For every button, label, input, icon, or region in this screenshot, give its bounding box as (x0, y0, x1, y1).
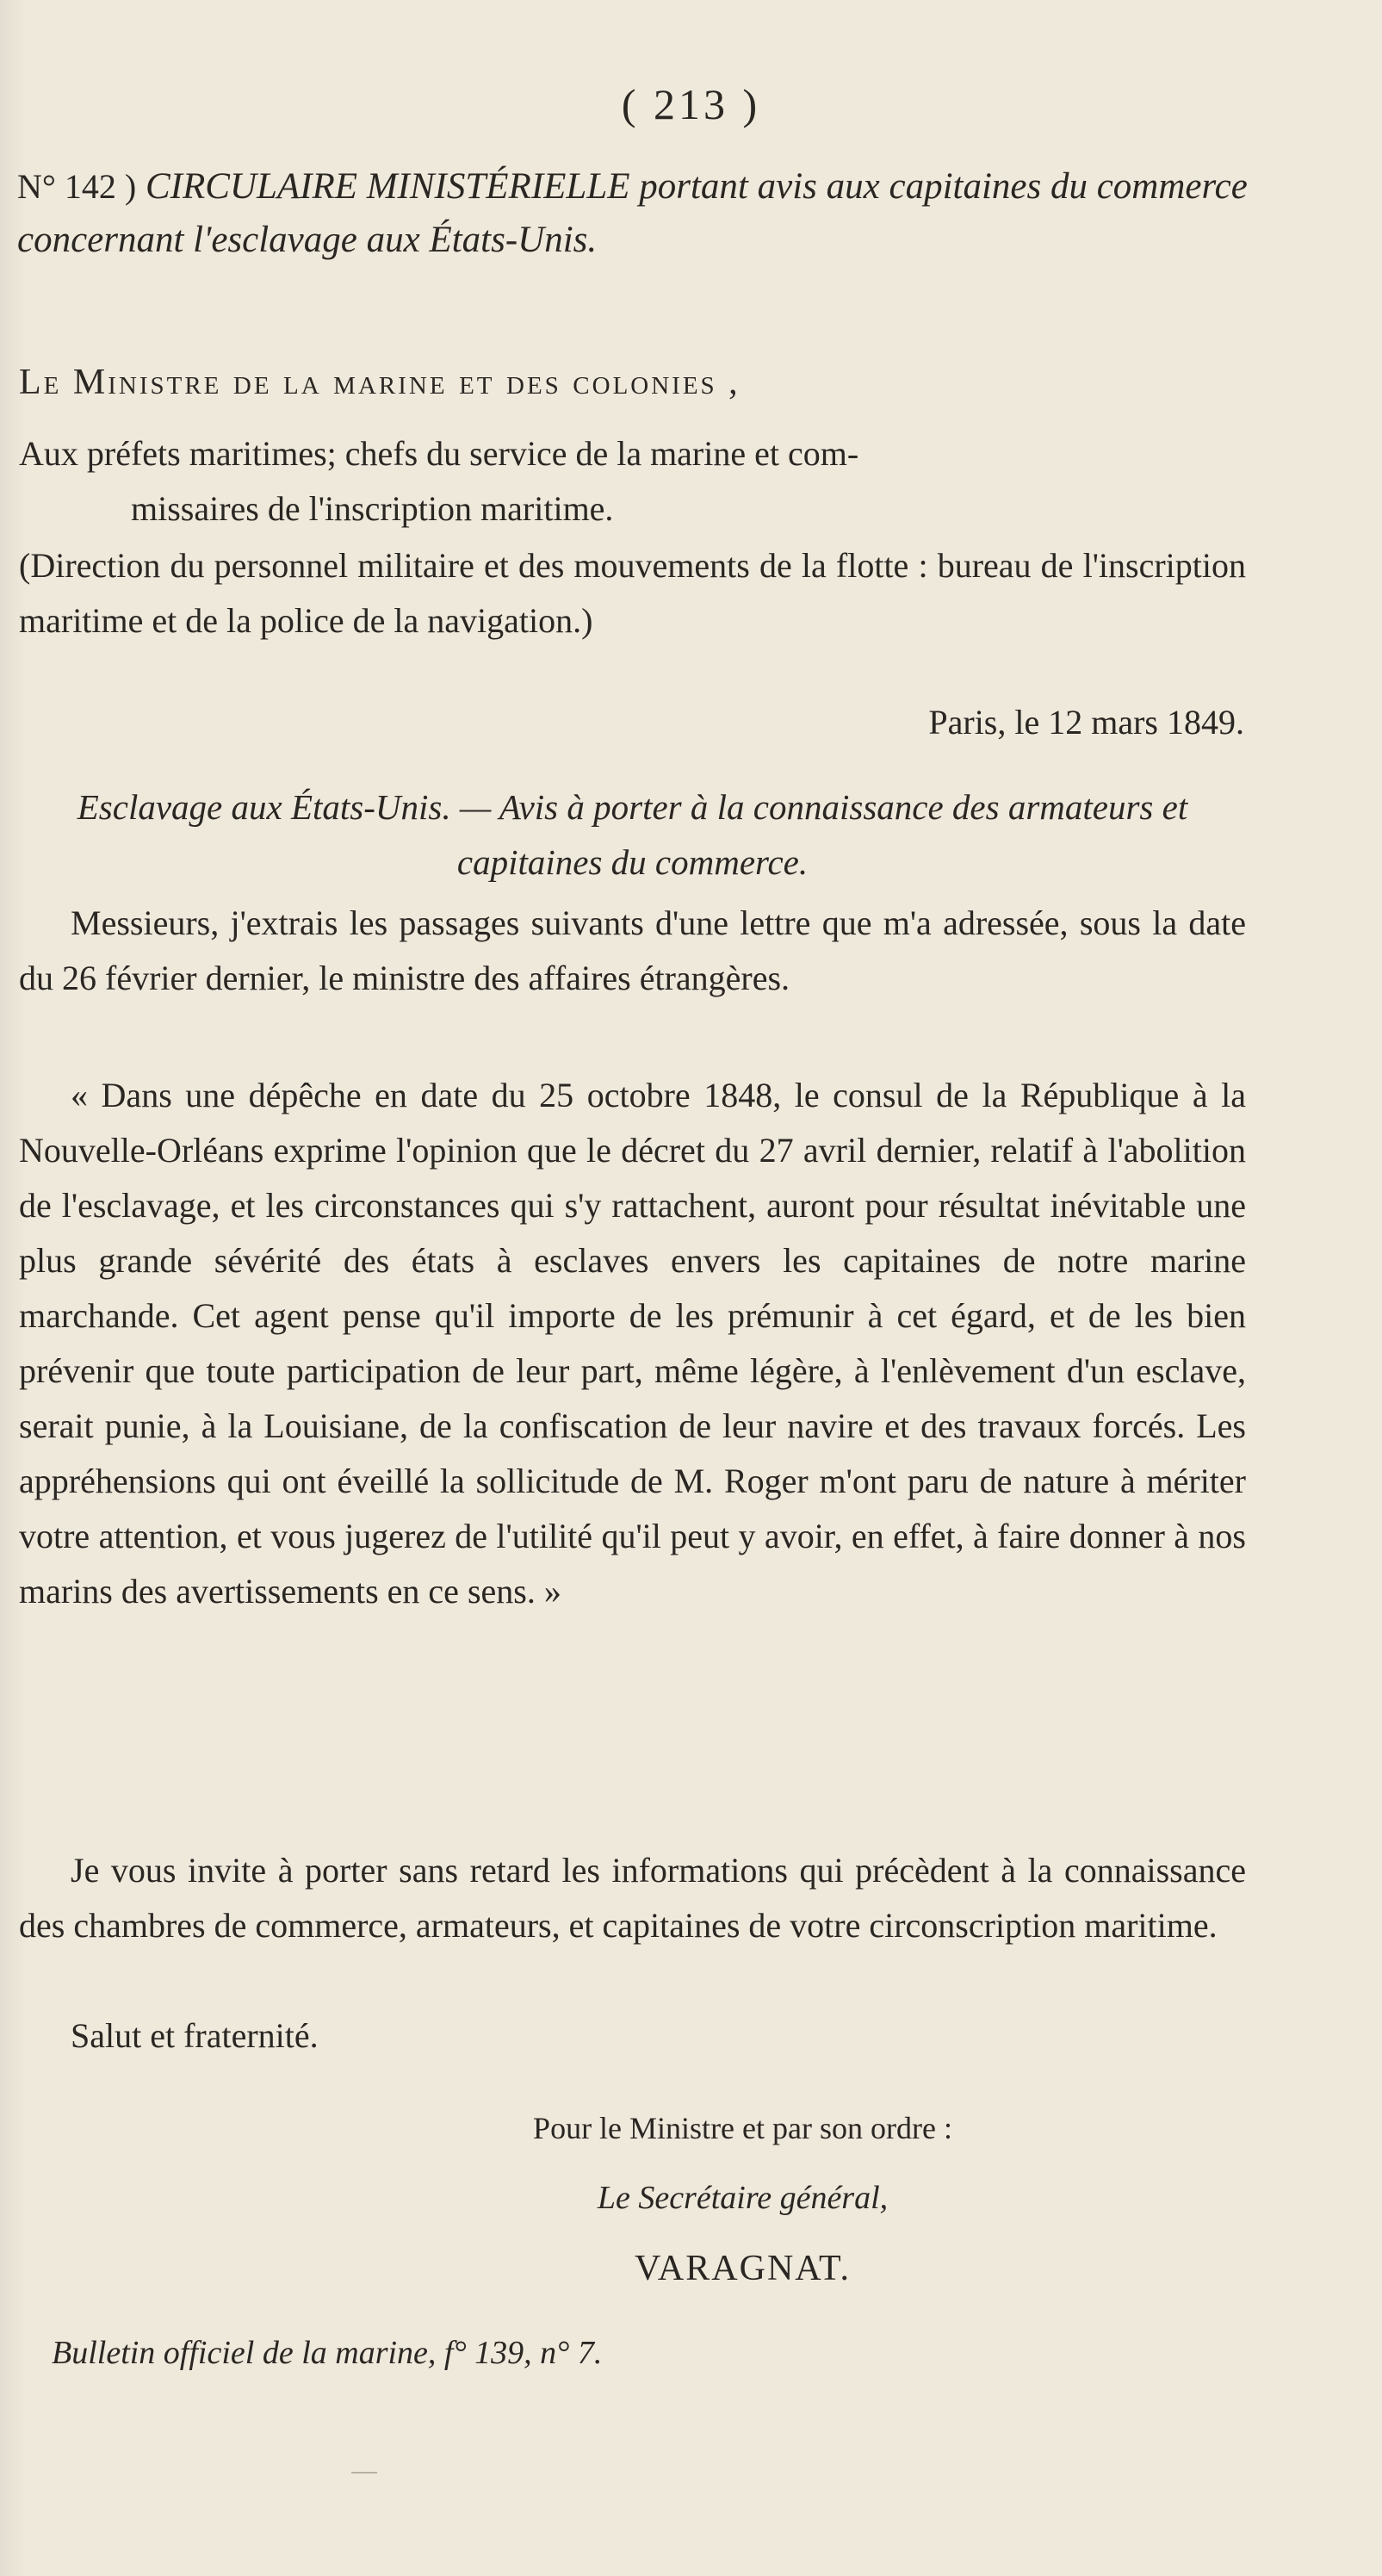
signature-role: Le Secrétaire général, (597, 2180, 889, 2216)
signature-for: Pour le Ministre et par son ordre : (533, 2111, 952, 2145)
document-heading (17, 160, 1249, 267)
body-quote: « Dans une dépêche en date du 25 octobre 1848, le consul de la République à la Nouvelle-Orléans exprime l'opinion que le décret du 27 avril dernier, relatif à l'abolition de l'esclavage, et les circonstances qui s'y rattachent, auront pour résultat inévitable une plus grande sévérité des états à esclaves envers les capitaines de notre marine marchande. Cet agent pense qu'il importe de les prémunir à cet égard, et de les bien prévenir que toute participation de leur part, même légère, à l'enlèvement d'un esclave, serait punie, à la Louisiane, de la confiscation de leur navire et des travaux forcés. Les appréhensions qui ont éveillé la sollicitude de M. Roger m'ont paru de nature à mériter votre attention, et vous jugerez de l'utilité qu'il peut y avoir, en effet, à faire donner à nos marins des avertissements en ce sens. » (19, 1076, 1246, 1611)
closing-salutation: Salut et fraternité. (71, 2016, 319, 2055)
addressee (19, 426, 1246, 537)
footer-dash (351, 2472, 377, 2474)
minister-line: Le Ministre de la marine et des colonies , (19, 363, 741, 402)
subject-line: Esclavage aux États-Unis. — Avis à porter à la connaissance des armateurs et capitaines du commerce. (77, 787, 1188, 882)
place-date: Paris, le 12 mars 1849. (928, 703, 1244, 742)
addressee-line-2: missaires de l'inscription maritime. (131, 489, 614, 528)
source-citation: Bulletin officiel de la marine, f° 139, n° 7. (52, 2335, 603, 2371)
page-number: ( 213 ) (621, 80, 761, 128)
direction-note: (Direction du personnel militaire et des mouvements de la flotte : bureau de l'inscription maritime et de la police de la navigation.) (19, 546, 1246, 640)
body-intro: Messieurs, j'extrais les passages suivants d'une lettre que m'a adressée, sous la date du 26 février dernier, le ministre des affaires étrangères. (19, 903, 1246, 997)
addressee-line-1: Aux préfets maritimes; chefs du service de la marine et com- (19, 434, 859, 473)
document-title: CIRCULAIRE MINISTÉRIELLE portant avis aux capitaines du commerce concernant l'esclavage aux États-Unis. (17, 166, 1248, 260)
document-number: N° 142 ) (17, 167, 137, 206)
signature-name: VARAGNAT. (635, 2249, 851, 2288)
body-instruction: Je vous invite à porter sans retard les informations qui précèdent à la connaissance des chambres de commerce, armateurs, et capitaines de votre circonscription maritime. (19, 1851, 1246, 1945)
